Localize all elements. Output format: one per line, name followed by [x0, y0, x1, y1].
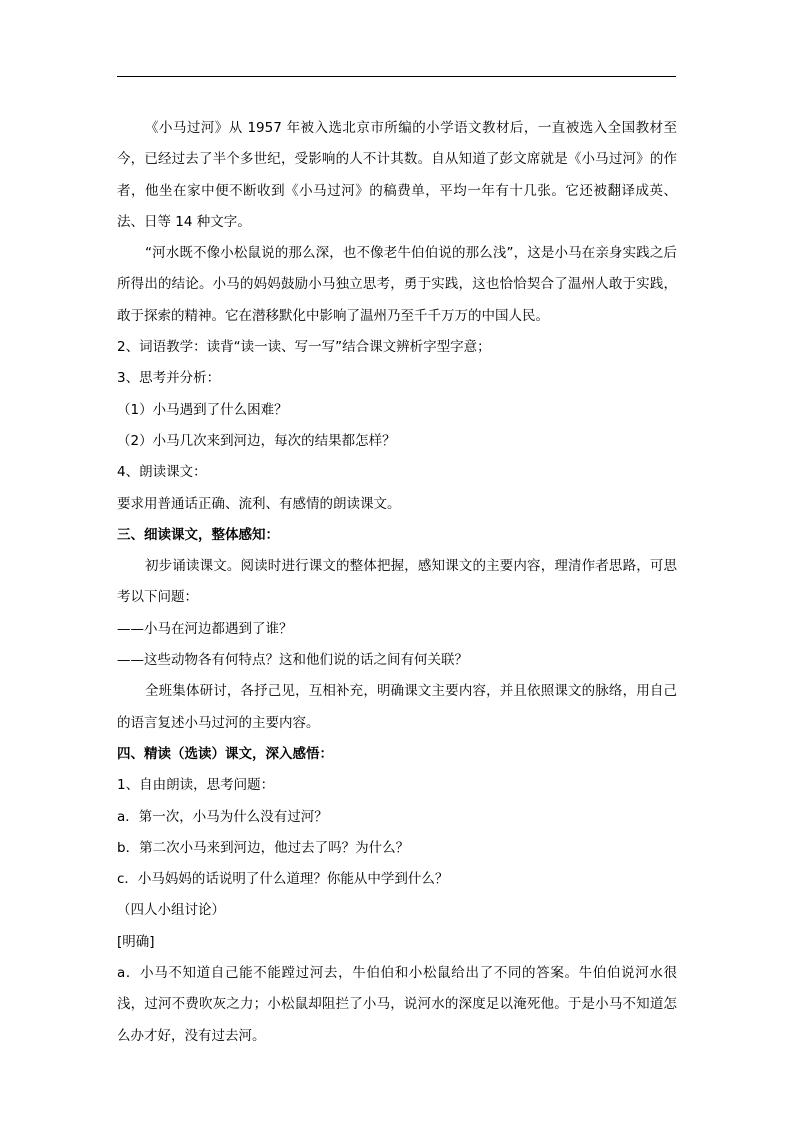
question-1: （1）小马遇到了什么困难？: [117, 401, 288, 418]
clarify-label: [明确]: [117, 933, 155, 950]
question-2: （2）小马几次来到河边，每次的结果都怎样？: [117, 432, 396, 449]
section-3-question-2: ——这些动物各有何特点？这和他们说的话之间有何关联？: [117, 652, 468, 669]
section-4-question-a: a．第一次，小马为什么没有过河？: [117, 808, 328, 825]
section-heading-4: 四、精读（选读）课文，深入感悟：: [117, 745, 333, 762]
document-body: [117, 113, 677, 1052]
reading-requirement: 要求用普通话正确、流利、有感情的朗读课文。: [117, 495, 401, 512]
section-heading-3: 三、细读课文，整体感知：: [117, 526, 279, 543]
clarify-answer-a: a．小马不知道自己能不能蹚过河去，牛伯伯和小松鼠给出了不同的答案。牛伯伯说河水很浅，过河不费吹灰之力；小松鼠却阻拦了小马，说河水的深度足以淹死他。于是小马不知道怎么办才好，没有过去河。: [117, 965, 677, 1044]
section-4-question-c: c．小马妈妈的话说明了什么道理？你能从中学到什么？: [117, 871, 449, 888]
section-3-intro: 初步诵读课文。阅读时进行课文的整体把握，感知课文的主要内容，理清作者思路，可思考以下问题：: [117, 558, 677, 606]
section-4-step-1: 1、自由朗读，思考问题：: [117, 777, 275, 794]
header-rule: [117, 76, 676, 77]
section-3-question-1: ——小马在河边都遇到了谁？: [117, 620, 293, 637]
conclusion-paragraph: “河水既不像小松鼠说的那么深，也不像老牛伯伯说的那么浅”，这是小马在亲身实践之后所得出的结论。小马的妈妈鼓励小马独立思考，勇于实践，这也恰恰契合了温州人敢于实践，敢于探索的精神。它在潜移默化中影响了温州乃至千千万万的中国人民。: [117, 245, 677, 324]
section-4-question-b: b．第二次小马来到河边，他过去了吗？为什么？: [117, 839, 410, 856]
step-vocabulary: 2、词语教学：读背“读一读、写一写”结合课文辨析字型字意；: [117, 339, 491, 356]
step-analysis: 3、思考并分析：: [117, 370, 221, 387]
group-discussion-note: （四人小组讨论）: [117, 902, 225, 919]
section-3-discussion: 全班集体研讨，各抒己见，互相补充，明确课文主要内容，并且依照课文的脉络，用自己的语言复述小马过河的主要内容。: [117, 683, 677, 731]
step-reading: 4、朗读课文：: [117, 464, 207, 481]
intro-paragraph: 《小马过河》从 1957 年被入选北京市所编的小学语文教材后，一直被选入全国教材至今，已经过去了半个多世纪，受影响的人不计其数。自从知道了彭文席就是《小马过河》的作者，他坐在家中便不断收到《小马过河》的稿费单，平均一年有十几张。它还被翻译成英、法、日等 14 种文字。: [117, 120, 677, 230]
